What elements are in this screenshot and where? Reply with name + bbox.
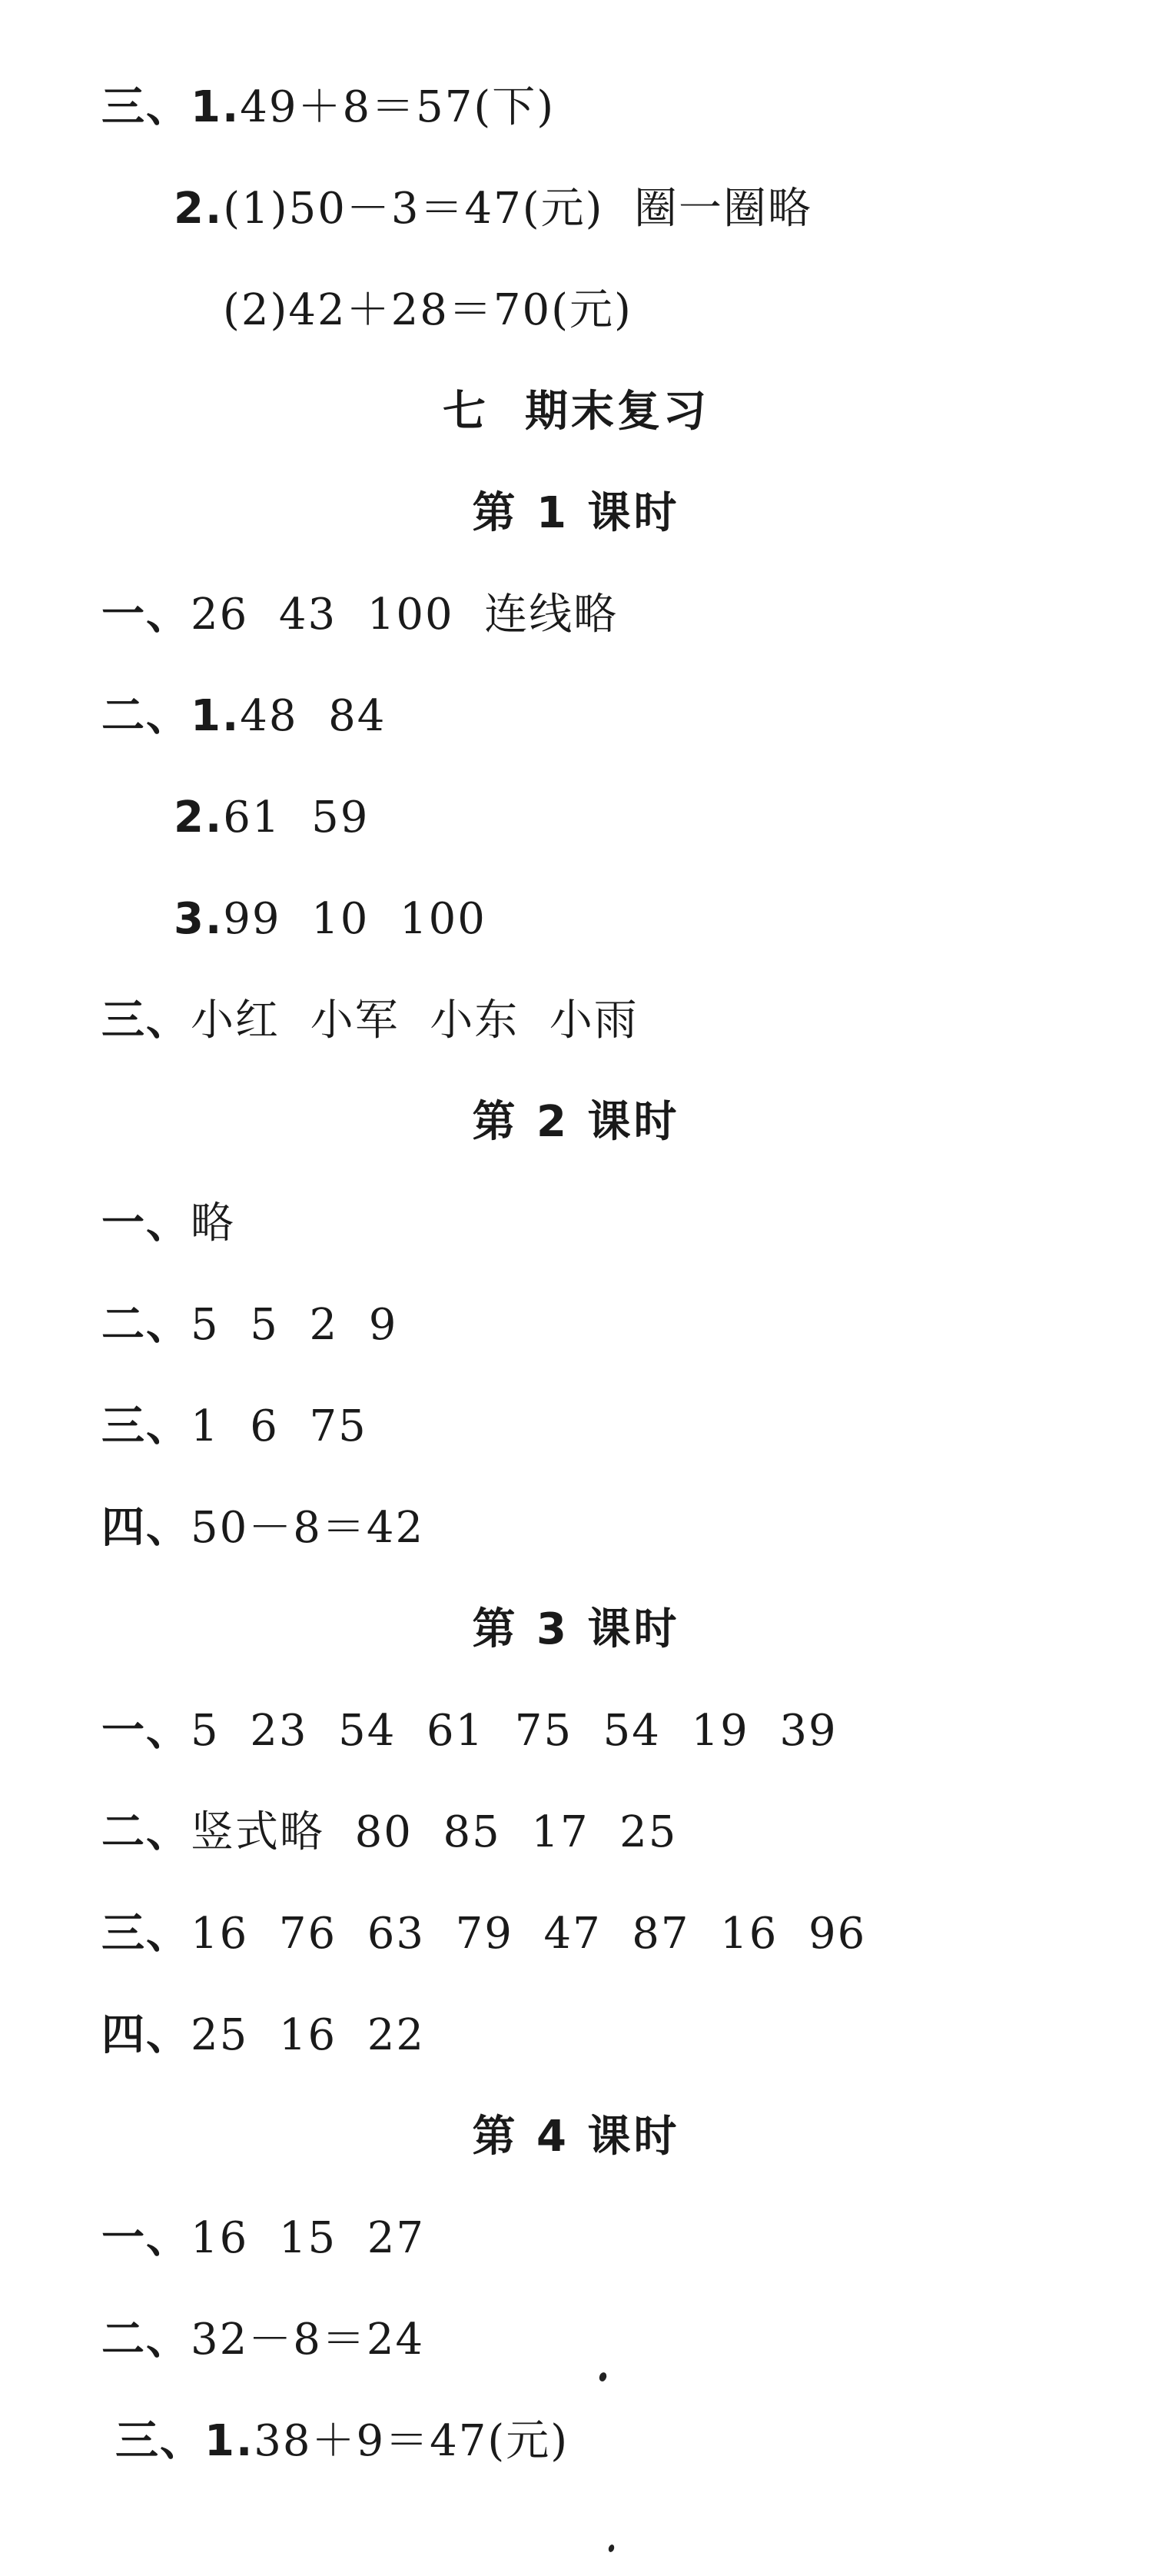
answer-text: 99 10 100 (223, 894, 486, 944)
answer-line (101, 2011, 425, 2060)
answer-text: 5 23 54 61 75 54 19 39 (191, 1706, 838, 1756)
answer-text: (1)50－3＝47(元) 圈一圈略 (223, 184, 813, 234)
answer-line (101, 1402, 367, 1451)
question-prefix: 三、 (115, 2416, 204, 2466)
question-prefix: 二、 (101, 1300, 191, 1350)
chapter-title: 七 期末复习 (443, 387, 709, 437)
answer-line (115, 2417, 569, 2466)
answer-line (174, 184, 812, 234)
question-prefix: 二、 (101, 691, 191, 741)
question-prefix: 一、 (101, 1198, 191, 1248)
answer-text: 26 43 100 连线略 (191, 590, 619, 640)
lesson-title: 第 3 课时 (472, 1604, 680, 1654)
answer-line (101, 2214, 425, 2263)
answer-line (174, 895, 486, 944)
question-prefix: 四、 (101, 2010, 191, 2060)
scan-speck (608, 2544, 616, 2553)
answer-line (101, 1808, 677, 1857)
question-prefix: 三、 (101, 995, 191, 1045)
answer-text: (2)42＋28＝70(元) (223, 285, 632, 335)
answer-text: 25 16 22 (191, 2010, 425, 2060)
answer-line (101, 996, 639, 1045)
answer-text: 1 6 75 (191, 1401, 367, 1451)
answer-line (223, 286, 632, 335)
answer-text: 38＋9＝47(元) (254, 2416, 569, 2466)
answer-text: 竖式略 80 85 17 25 (191, 1807, 678, 1857)
item-number: 3. (174, 894, 224, 944)
answer-text: 50－8＝42 (191, 1503, 425, 1553)
answer-line (101, 1199, 235, 1248)
answer-text: 略 (191, 1198, 235, 1248)
answer-text: 16 76 63 79 47 87 16 96 (191, 1909, 867, 1959)
lesson-title: 第 4 课时 (472, 2112, 680, 2162)
item-number: 2. (174, 793, 224, 843)
answer-line (101, 1707, 838, 1756)
answer-line (101, 692, 386, 741)
question-prefix: 一、 (101, 2213, 191, 2263)
answer-text: 61 59 (223, 793, 370, 843)
lesson-title: 第 2 课时 (472, 1097, 680, 1147)
answer-text: 5 5 2 9 (191, 1300, 398, 1350)
answer-line (101, 83, 555, 132)
item-number: 1. (204, 2416, 254, 2466)
question-prefix: 三、 (101, 1401, 191, 1451)
question-prefix: 三、 (101, 82, 191, 132)
question-prefix: 三、 (101, 1909, 191, 1959)
answer-text: 16 15 27 (191, 2213, 425, 2263)
answer-text: 48 84 (240, 691, 387, 741)
answer-text: 小红 小军 小东 小雨 (191, 995, 639, 1045)
question-prefix: 二、 (101, 2315, 191, 2365)
answer-line (174, 793, 369, 843)
item-number: 1. (191, 691, 241, 741)
answer-line (101, 1504, 424, 1553)
answer-line (101, 590, 618, 640)
question-prefix: 四、 (101, 1503, 191, 1553)
answer-line (101, 1910, 866, 1959)
answer-line (101, 2315, 424, 2365)
item-number: 1. (191, 82, 241, 132)
scan-speck (598, 2372, 608, 2382)
answer-text: 32－8＝24 (191, 2315, 425, 2365)
item-number: 2. (174, 184, 224, 234)
question-prefix: 一、 (101, 1706, 191, 1756)
lesson-title: 第 1 课时 (472, 488, 680, 538)
answer-line (101, 1301, 397, 1350)
answer-text: 49＋8＝57(下) (240, 82, 556, 132)
question-prefix: 二、 (101, 1807, 191, 1857)
question-prefix: 一、 (101, 590, 191, 640)
